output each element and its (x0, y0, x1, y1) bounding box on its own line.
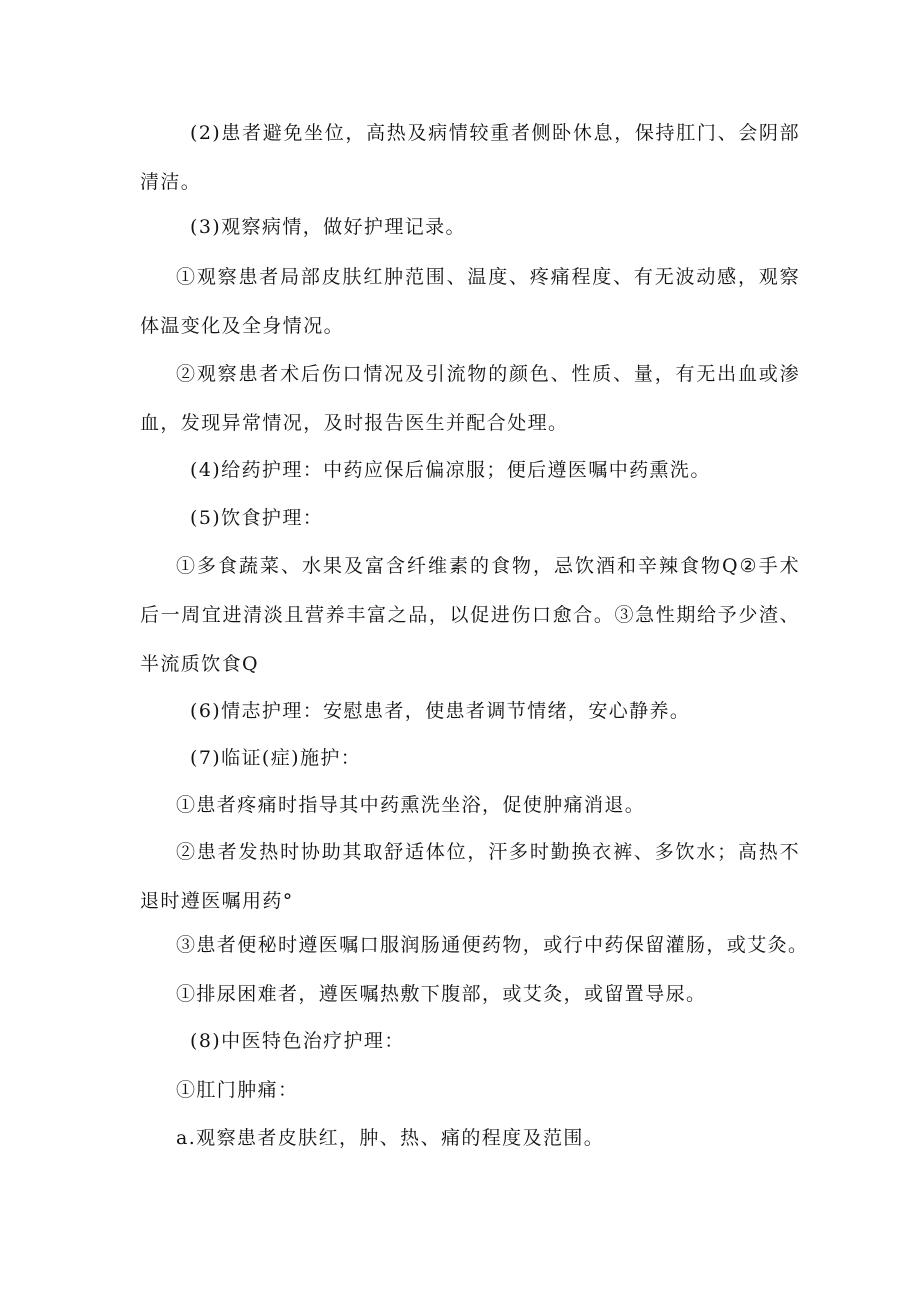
paragraph-pain-sitz-bath: ①患者疼痛时指导其中药熏洗坐浴，促使肿痛消退。 (176, 794, 646, 816)
paragraph-urination-difficulty: ①排尿困难者，遵医嘱热敷下腹部，或艾灸，或留置导尿。 (176, 983, 707, 1005)
paragraph-observe-wound: ②观察患者术后伤口情况及引流物的颜色、性质、量，有无出血或渗血，发现异常情况，及时报告医生并配合处理。 (140, 363, 800, 434)
paragraph-5-diet-heading: (5)饮食护理： (190, 507, 324, 529)
paragraph-observe-skin-redness: a.观察患者皮肤红，肿、热、痛的程度及范围。 (176, 1127, 605, 1149)
paragraph-diet-details: ①多食蔬菜、水果及富含纤维素的食物，忌饮酒和辛辣食物Q②手术后一周宜进清淡且营养丰富之品，以促进伤口愈合。③急性期给予少渣、半流质饮食Q (140, 555, 800, 675)
paragraph-4-medication: (4)给药护理：中药应保后偏凉服；便后遵医嘱中药熏洗。 (190, 459, 711, 481)
paragraph-8-tcm-treatment: (8)中医特色治疗护理： (190, 1030, 405, 1052)
paragraph-anal-swelling: ①肛门肿痛： (176, 1079, 299, 1101)
paragraph-6-emotional-care: (6)情志护理：安慰患者，使患者调节情绪，安心静养。 (190, 700, 691, 722)
paragraph-fever-care: ②患者发热时协助其取舒适体位，汗多时勤换衣裤、多饮水；高热不退时遵医嘱用药° (140, 841, 800, 912)
paragraph-7-symptom-care: (7)临证(症)施护： (190, 747, 362, 769)
paragraph-constipation-care: ③患者便秘时遵医嘱口服润肠通便药物，或行中药保留灌肠，或艾灸。 (176, 934, 809, 956)
paragraph-3-observe-condition: (3)观察病情，做好护理记录。 (190, 216, 466, 238)
paragraph-observe-local-skin: ①观察患者局部皮肤红肿范围、温度、疼痛程度、有无波动感，观察体温变化及全身情况。 (140, 266, 800, 337)
paragraph-2-rest-position: (2)患者避免坐位，高热及病情较重者侧卧休息，保持肛门、会阴部清洁。 (140, 122, 800, 193)
